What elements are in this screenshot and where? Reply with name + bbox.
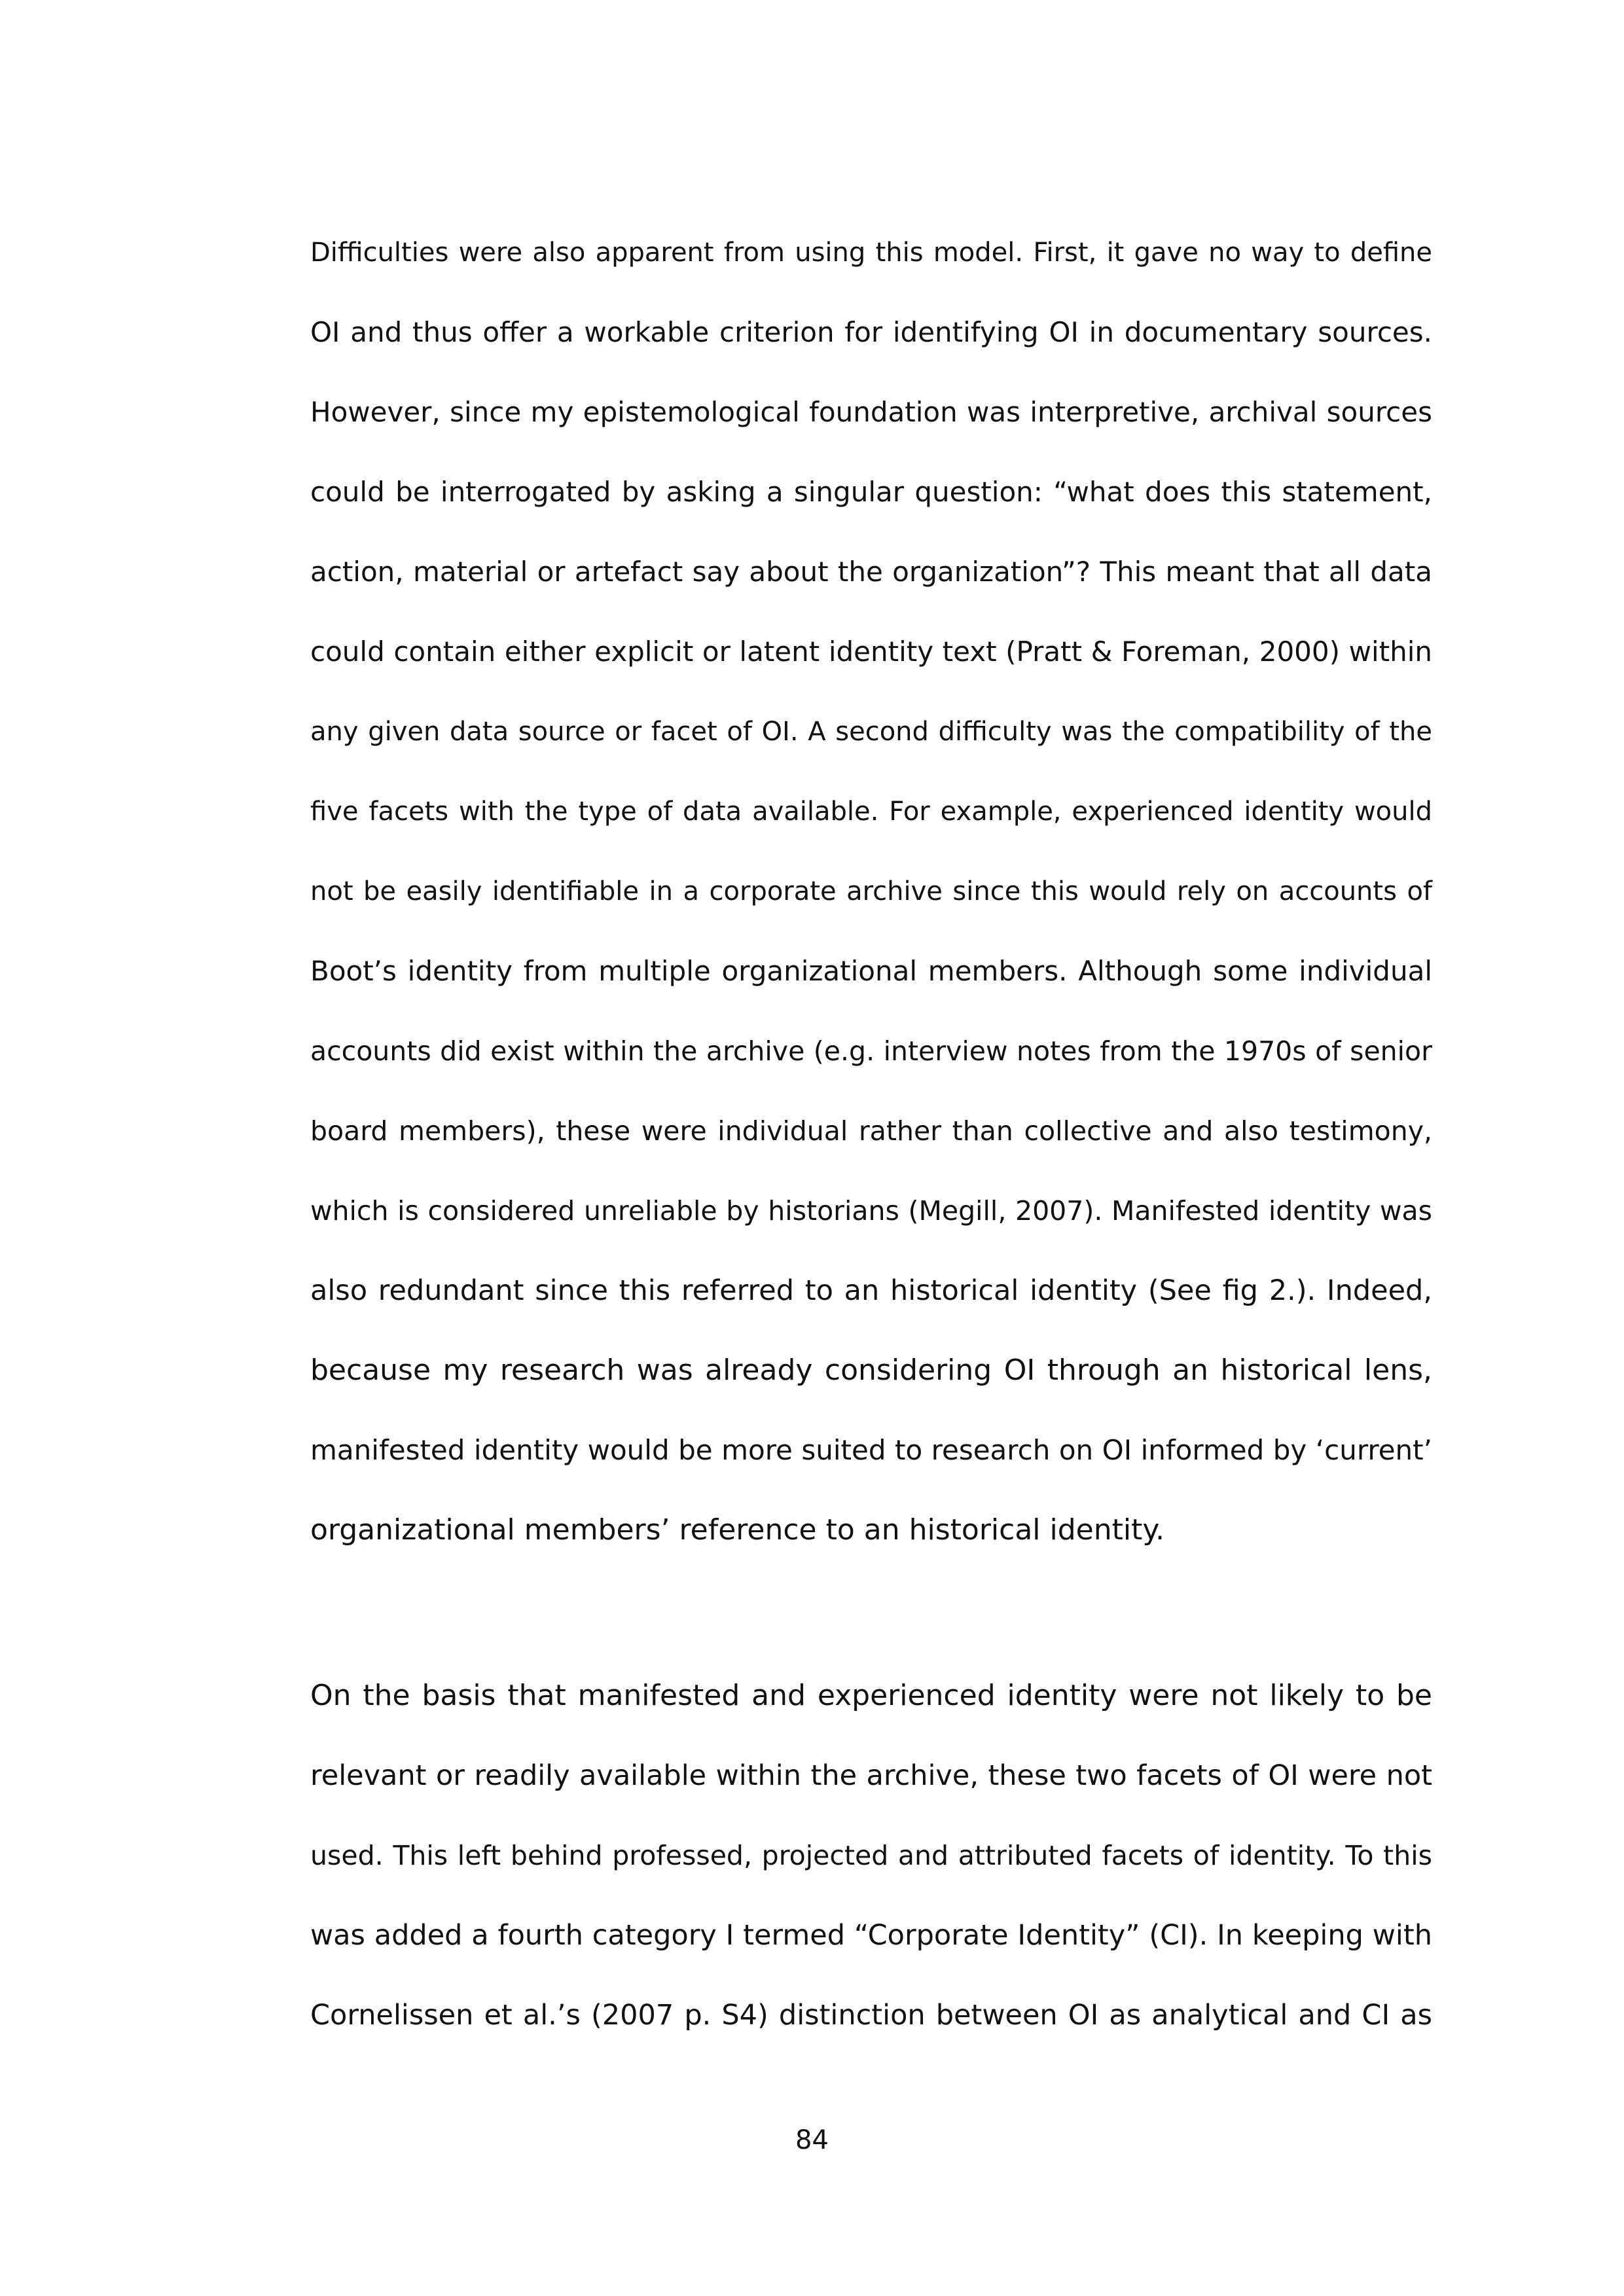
text-line: Difficulties were also apparent from using this model. First, it gave no way to define	[310, 238, 1432, 268]
text-line: could be interrogated by asking a singular question: “what does this statement,	[310, 476, 1432, 508]
text-line: also redundant since this referred to an historical identity (See fig 2.). Indeed,	[310, 1274, 1432, 1307]
text-line: board members), these were individual rather than collective and also testimony,	[310, 1115, 1432, 1147]
text-line: used. This left behind professed, projected and attributed facets of identity. To this	[310, 1840, 1432, 1871]
text-line: five facets with the type of data available. For example, experienced identity would	[310, 797, 1432, 827]
text-line: organizational members’ reference to an historical identity.	[310, 1513, 1165, 1547]
text-line: could contain either explicit or latent identity text (Pratt & Foreman, 2000) within	[310, 636, 1432, 668]
text-line: which is considered unreliable by historians (Megill, 2007). Manifested identity was	[310, 1195, 1432, 1227]
text-line: action, material or artefact say about the organization”? This meant that all data	[310, 556, 1432, 588]
text-line: Cornelissen et al.’s (2007 p. S4) distinction between OI as analytical and CI as	[310, 1999, 1432, 2032]
text-line: because my research was already considering OI through an historical lens,	[310, 1354, 1432, 1387]
paragraph-2	[310, 1656, 1432, 2055]
text-line: not be easily identifiable in a corporate archive since this would rely on accounts of	[310, 876, 1432, 906]
page-number: 84	[795, 2125, 829, 2155]
text-line: manifested identity would be more suited to research on OI informed by ‘current’	[310, 1434, 1432, 1466]
text-line: On the basis that manifested and experienced identity were not likely to be	[310, 1679, 1432, 1712]
text-line: relevant or readily available within the archive, these two facets of OI were not	[310, 1759, 1432, 1792]
text-line: accounts did exist within the archive (e.g. interview notes from the 1970s of senior	[310, 1035, 1432, 1067]
text-line: However, since my epistemological foundation was interpretive, archival sources	[310, 396, 1432, 428]
paragraph-1	[310, 213, 1432, 1570]
text-line: any given data source or facet of OI. A second difficulty was the compatibility of the	[310, 717, 1432, 747]
text-line: was added a fourth category I termed “Corporate Identity” (CI). In keeping with	[310, 1919, 1432, 1952]
text-line: OI and thus offer a workable criterion for identifying OI in documentary sources.	[310, 316, 1432, 348]
text-line: Boot’s identity from multiple organizational members. Although some individual	[310, 955, 1432, 987]
